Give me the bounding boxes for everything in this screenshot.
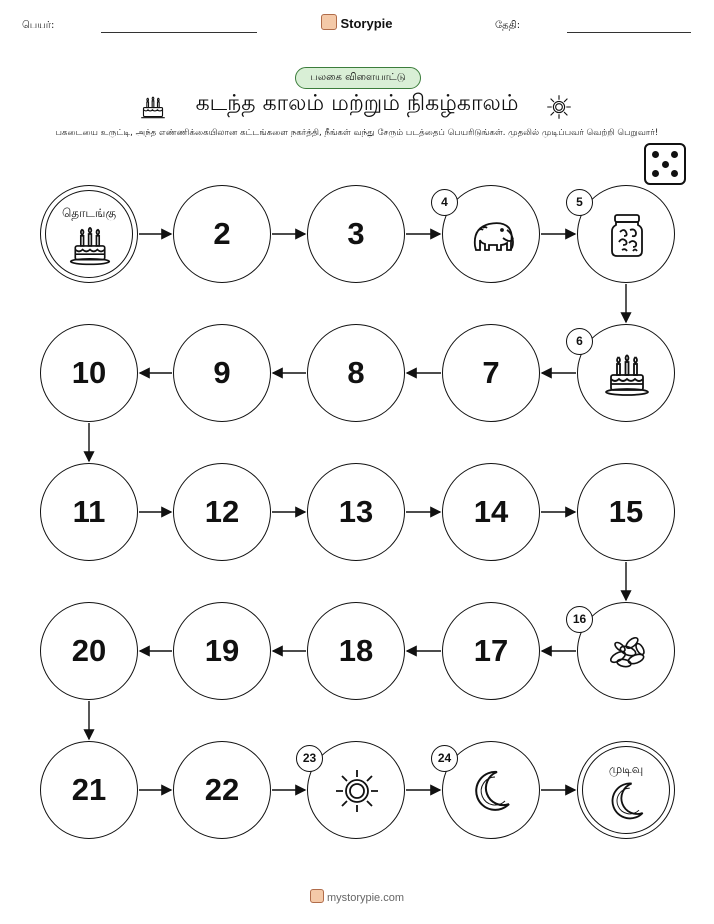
start-space[interactable] [40,185,138,283]
board-space-5[interactable] [577,185,675,283]
board-space-13[interactable] [307,463,405,561]
board-space-23[interactable] [302,741,405,839]
board-space-12[interactable] [173,463,271,561]
seeds-icon [602,627,652,677]
space-number-badge: 23 [296,745,323,772]
moon-icon [467,766,517,816]
space-number: 19 [204,633,240,668]
finish-space[interactable] [577,741,675,839]
board-space-16[interactable] [572,602,675,700]
board-space-11[interactable] [40,463,138,561]
date-label: தேதி: [495,20,521,31]
space-number: 10 [71,355,107,390]
board-space-7[interactable] [442,324,540,422]
space-number-badge: 16 [566,606,593,633]
board-space-10[interactable] [40,324,138,422]
board-space-21[interactable] [40,741,138,839]
space-number: 17 [473,633,509,668]
space-number: 18 [338,633,374,668]
space-number: 14 [473,494,509,529]
space-number: 9 [213,355,231,390]
space-number-badge: 5 [566,189,593,216]
space-number: 13 [338,494,374,529]
board-space-3[interactable] [307,185,405,283]
board-space-24[interactable] [437,741,540,839]
space-number: 21 [71,772,107,807]
board-space-14[interactable] [442,463,540,561]
space-number-badge: 6 [566,328,593,355]
moon-icon [604,778,650,824]
board-space-6[interactable] [577,324,675,422]
board-space-19[interactable] [173,602,271,700]
cake-icon [602,349,652,399]
board-space-17[interactable] [442,602,540,700]
space-number: 7 [482,355,500,390]
jar-icon [602,210,652,260]
space-number: 3 [347,216,365,251]
game-type-tag: பலகை விளையாட்டு [295,67,421,89]
brand-name: Storypie [340,16,393,31]
space-number: 22 [204,772,240,807]
space-number: 12 [204,494,240,529]
footer-url: mystorypie.com [326,892,405,904]
footer-logo-icon [310,889,324,903]
finish-label: முடிவு [608,762,644,776]
space-number: 11 [72,494,106,529]
board-space-8[interactable] [307,324,405,422]
board-space-15[interactable] [577,463,675,561]
board-space-18[interactable] [307,602,405,700]
space-number-badge: 24 [431,745,458,772]
board-space-2[interactable] [173,185,271,283]
board-space-4[interactable] [442,185,540,283]
space-number: 2 [213,216,231,251]
sun-icon [332,766,382,816]
board-space-9[interactable] [173,324,271,422]
cake-icon [67,222,113,268]
page-title: கடந்த காலம் மற்றும் நிகழ்காலம் [195,91,519,116]
start-label: தொடங்கு [61,206,117,220]
space-number: 8 [347,355,365,390]
space-number: 15 [608,494,644,529]
space-number: 20 [71,633,107,668]
board-space-20[interactable] [40,602,138,700]
board-space-22[interactable] [173,741,271,839]
footer [0,889,714,904]
name-label: பெயர்: [22,20,55,31]
instructions: பகடையை உருட்டி, அந்த எண்ணிக்கையிலான கட்டங்களை நகர்த்தி, நீங்கள் வந்து சேரும் படத்தைப் பெயரிடுங்கள். முதலில் முடிப்பவர் வெற்றி பெறுவார்! [55,128,659,138]
space-number-badge: 4 [431,189,458,216]
mammoth-icon [467,210,517,260]
